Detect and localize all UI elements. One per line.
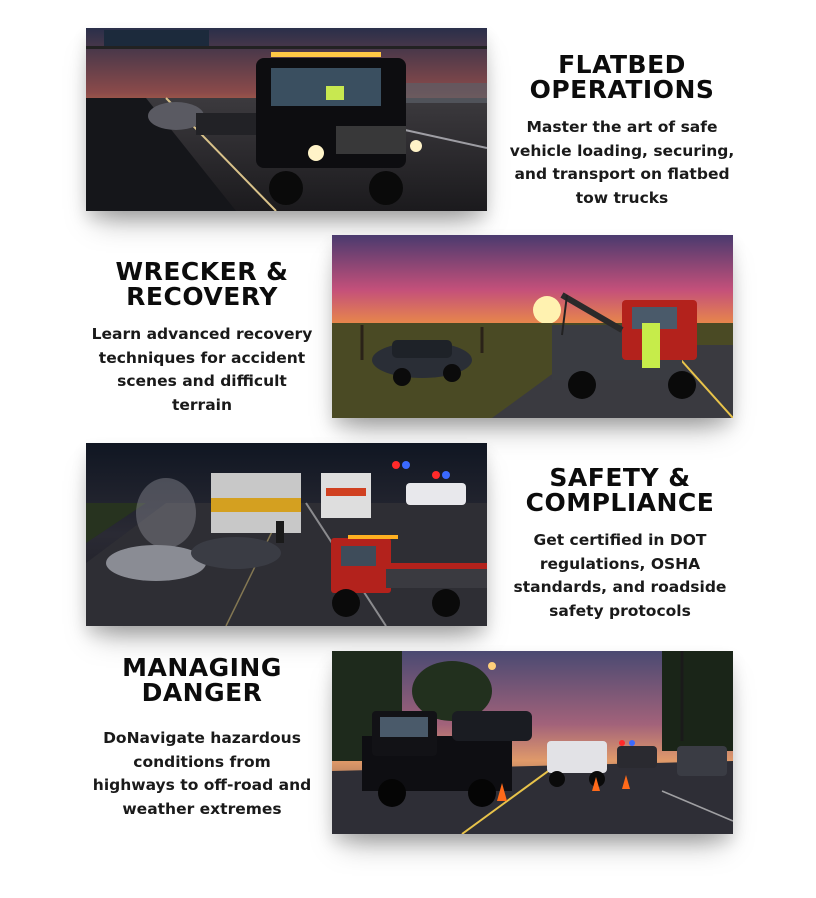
managing-danger-image xyxy=(332,651,733,834)
flatbed-operations-image xyxy=(86,28,487,211)
accident-scene-night-photo xyxy=(86,443,487,626)
section-description: Learn advanced recovery techniques for accident scenes and difficult terrain xyxy=(91,325,313,414)
safety-compliance-text xyxy=(498,465,742,623)
section-title: MANAGING DANGER xyxy=(122,653,282,707)
section-description: Get certified in DOT regulations, OSHA standards, and roadside safety protocols xyxy=(513,531,727,620)
wrecker-recovery-text xyxy=(76,259,328,417)
section-title: FLATBED OPERATIONS xyxy=(529,50,715,104)
managing-danger-text xyxy=(76,655,328,821)
wrecker-recovery-image xyxy=(332,235,733,418)
section-description: DoNavigate hazardous conditions from highways to off-road and weather extremes xyxy=(92,729,312,818)
section-title: SAFETY & COMPLIANCE xyxy=(525,463,715,517)
section-description: Master the art of safe vehicle loading, securing, and transport on flatbed tow trucks xyxy=(509,118,735,207)
safety-compliance-image xyxy=(86,443,487,626)
flatbed-operations-text xyxy=(500,52,744,210)
hazard-road-dusk-photo xyxy=(332,651,733,834)
flatbed-tow-truck-photo xyxy=(86,28,487,211)
wrecker-recovery-sunset-photo xyxy=(332,235,733,418)
section-title: WRECKER & RECOVERY xyxy=(115,257,289,311)
